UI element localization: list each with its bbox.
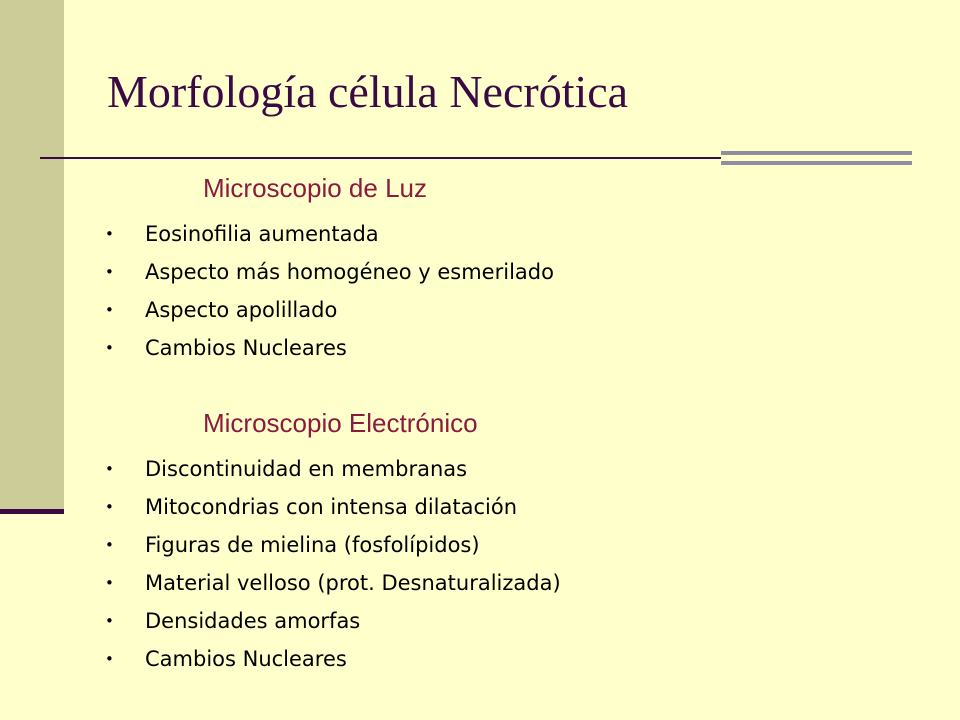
- title-underline-rule: [40, 157, 721, 159]
- bullet-icon: •: [105, 650, 114, 668]
- bullet-text: Aspecto apolillado: [145, 298, 338, 322]
- bullet-icon: •: [105, 574, 114, 592]
- bullet-text: Cambios Nucleares: [145, 647, 347, 671]
- bullet-text: Material velloso (prot. Desnaturalizada): [145, 571, 561, 595]
- section-heading-microscopio-electronico: Microscopio Electrónico: [203, 408, 478, 438]
- section-heading-microscopio-de-luz: Microscopio de Luz: [203, 173, 427, 203]
- bullet-text: Aspecto más homogéneo y esmerilado: [145, 260, 554, 284]
- bullet-text: Eosinofilia aumentada: [145, 222, 379, 246]
- bullet-icon: •: [105, 612, 114, 630]
- bullet-text: Cambios Nucleares: [145, 336, 347, 360]
- bullet-icon: •: [105, 263, 114, 281]
- bullet-icon: •: [105, 460, 114, 478]
- bullet-icon: •: [105, 498, 114, 516]
- bullet-icon: •: [105, 339, 114, 357]
- bullet-text: Densidades amorfas: [145, 609, 361, 633]
- bullet-text: Discontinuidad en membranas: [145, 457, 468, 481]
- title-rule-double-accent: [721, 151, 912, 165]
- bullet-text: Figuras de mielina (fosfolípidos): [145, 533, 480, 557]
- bullet-text: Mitocondrias con intensa dilatación: [145, 495, 518, 519]
- slide-title: Morfología célula Necrótica: [107, 66, 629, 117]
- left-bar-accent-line: [0, 509, 64, 514]
- bullet-icon: •: [105, 225, 114, 243]
- left-decorative-bar: [0, 0, 64, 510]
- bullet-icon: •: [105, 301, 114, 319]
- bullet-icon: •: [105, 536, 114, 554]
